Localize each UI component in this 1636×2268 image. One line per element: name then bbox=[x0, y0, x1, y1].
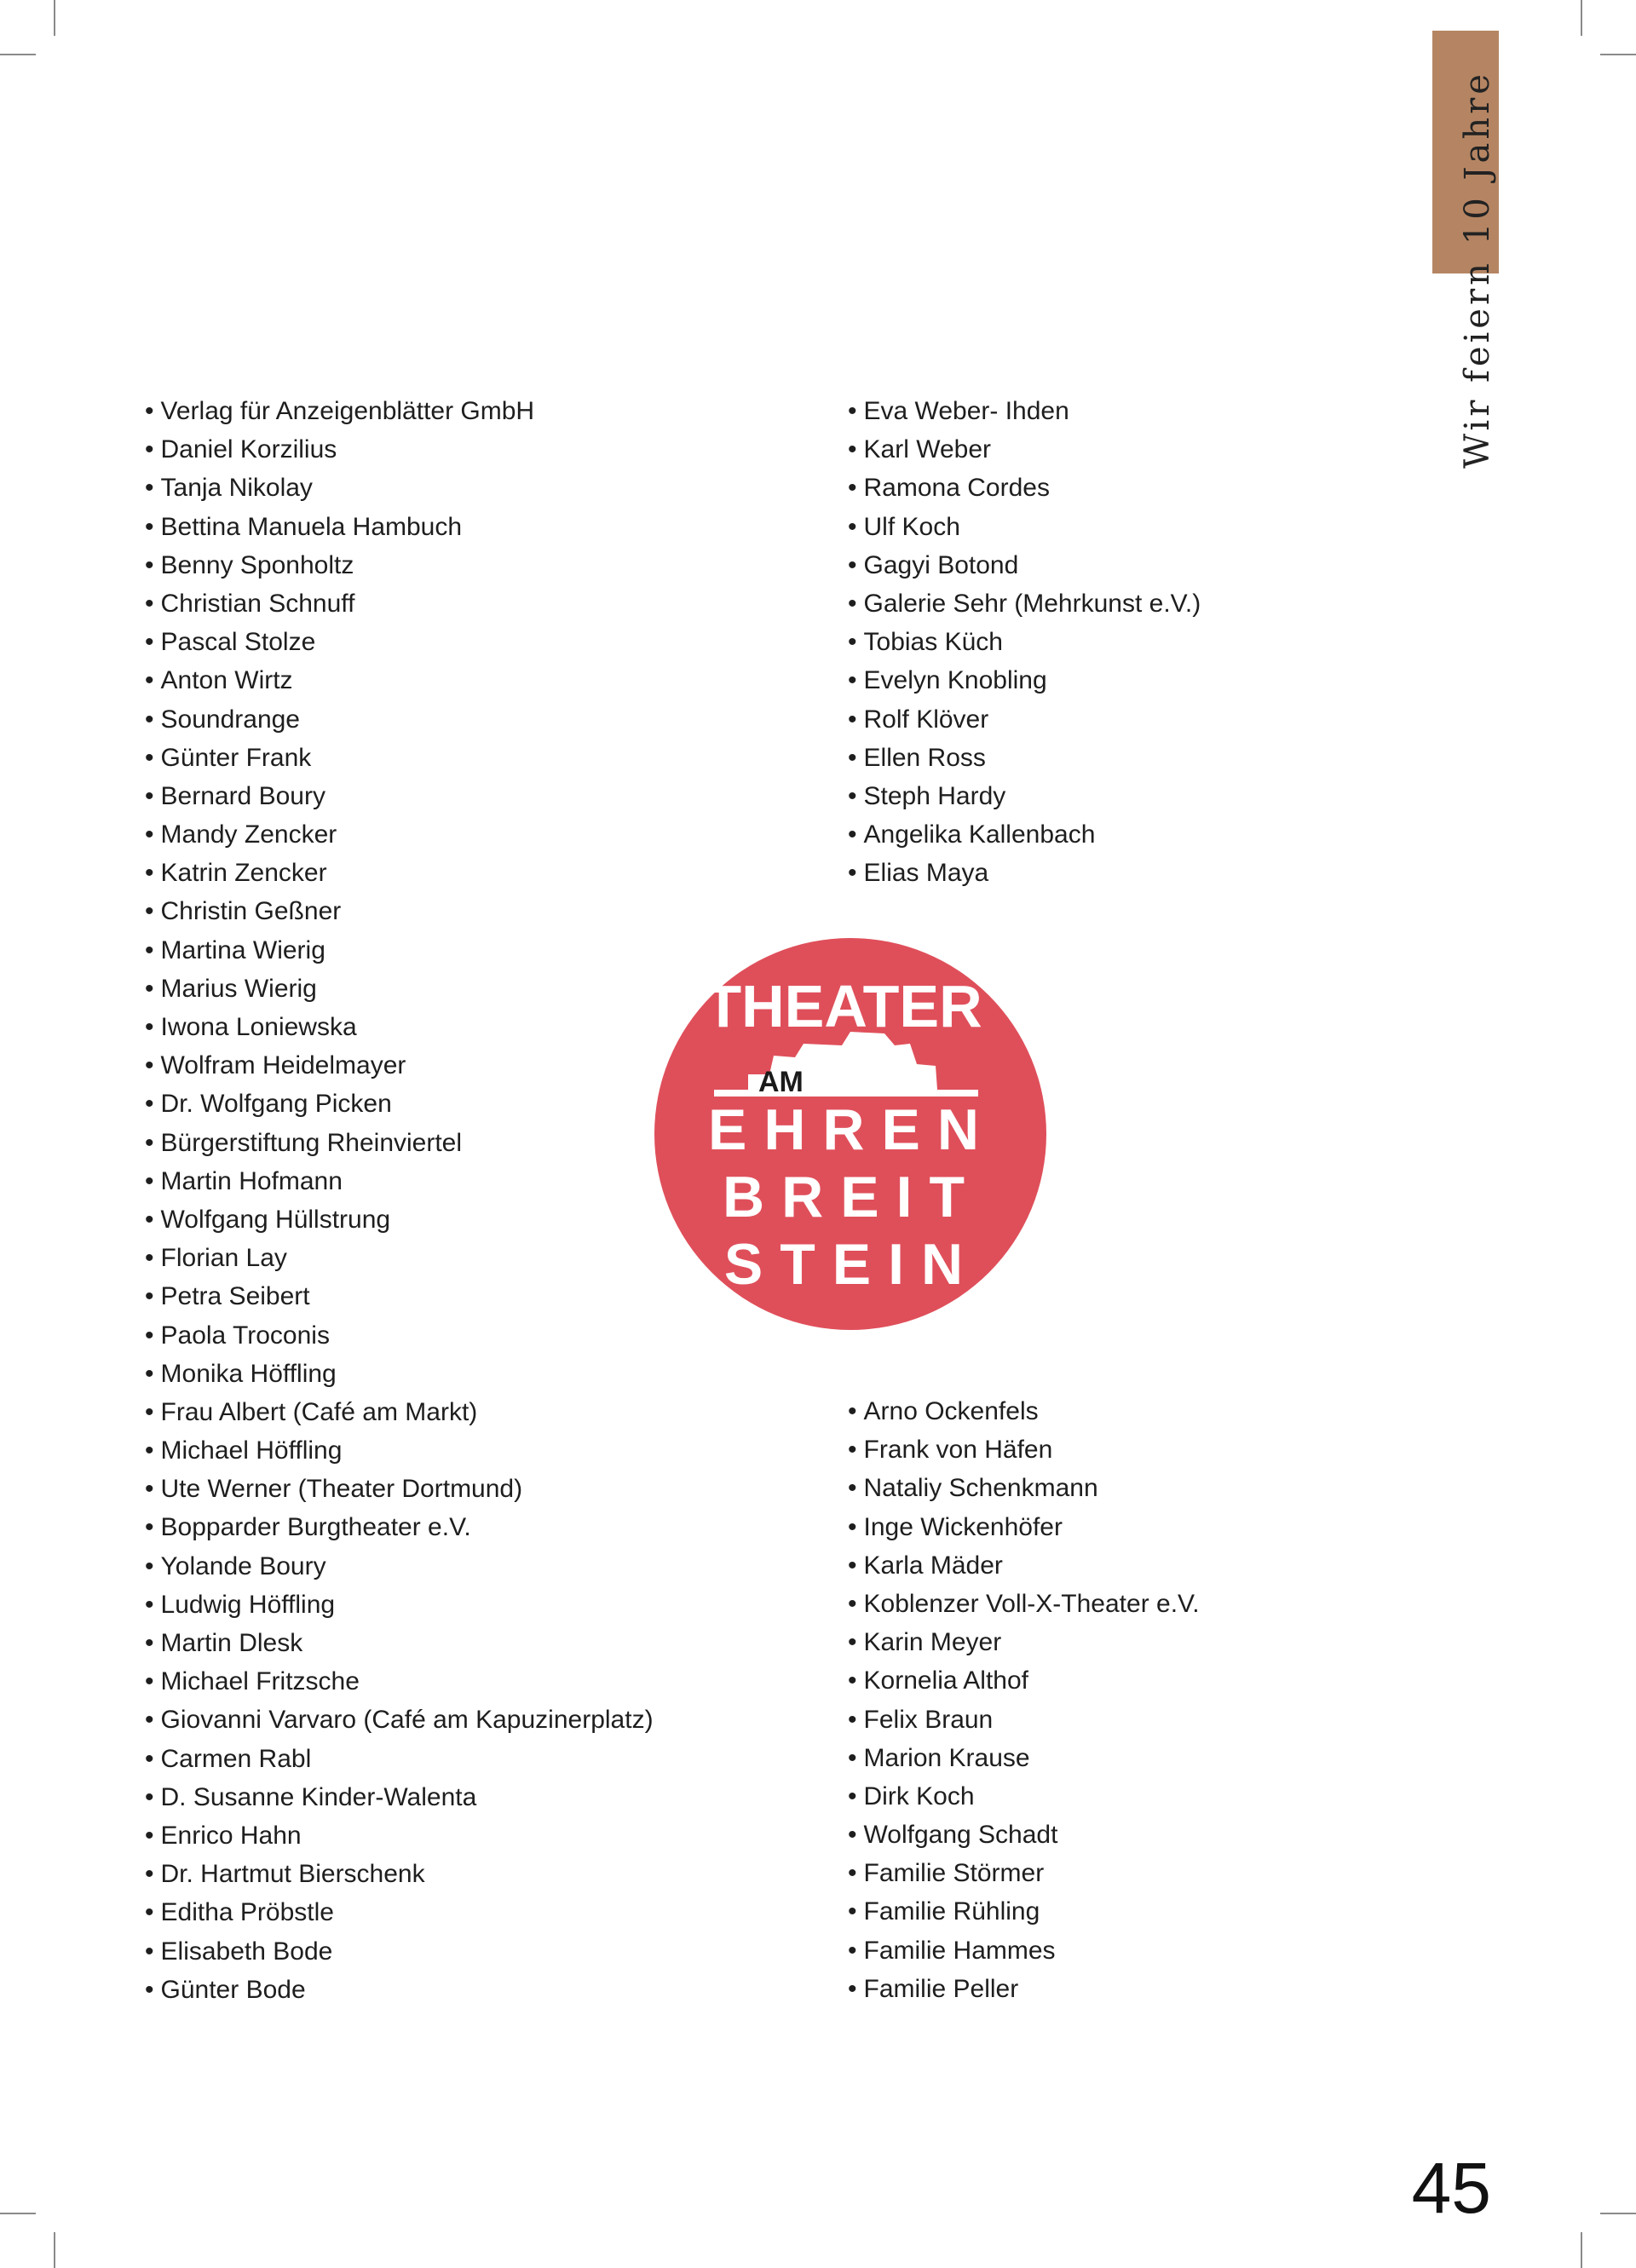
list-item bbox=[848, 392, 1201, 430]
bullet-dot: • bbox=[848, 820, 857, 849]
crop-mark bbox=[0, 54, 36, 55]
logo-stein-text: STEIN bbox=[723, 1232, 981, 1297]
list-item bbox=[848, 1623, 1200, 1661]
list-item bbox=[145, 1893, 654, 1931]
bullet-dot: • bbox=[145, 859, 154, 888]
list-item bbox=[145, 892, 654, 930]
bullet-dot: • bbox=[848, 1782, 857, 1810]
list-item-text: Marius Wierig bbox=[160, 974, 317, 1003]
crop-mark bbox=[1600, 2213, 1636, 2214]
list-item bbox=[145, 1624, 654, 1662]
list-item-text: Kornelia Althof bbox=[863, 1666, 1028, 1695]
crop-mark bbox=[54, 0, 55, 36]
list-item-text: Wolfram Heidelmayer bbox=[160, 1051, 406, 1080]
list-item-text: Mandy Zencker bbox=[160, 820, 337, 849]
bullet-dot: • bbox=[145, 1551, 154, 1580]
list-item-text: Bernard Boury bbox=[160, 781, 325, 810]
supporters-list-right-bottom bbox=[848, 1392, 1200, 2008]
bullet-dot: • bbox=[145, 935, 154, 964]
list-item-text: Bettina Manuela Hambuch bbox=[160, 512, 463, 541]
bullet-dot: • bbox=[145, 1821, 154, 1850]
bullet-dot: • bbox=[145, 550, 154, 579]
list-item-text: Tanja Nikolay bbox=[160, 474, 313, 503]
bullet-dot: • bbox=[848, 1589, 857, 1618]
bullet-dot: • bbox=[848, 1705, 857, 1734]
list-item-text: Eva Weber- Ihden bbox=[863, 397, 1069, 425]
bullet-dot: • bbox=[145, 1860, 154, 1889]
bullet-dot: • bbox=[145, 1321, 154, 1350]
bullet-dot: • bbox=[145, 781, 154, 810]
list-item-text: Familie Peller bbox=[863, 1974, 1019, 2003]
bullet-dot: • bbox=[848, 589, 857, 618]
list-item bbox=[848, 661, 1201, 699]
list-item bbox=[145, 430, 654, 469]
bullet-dot: • bbox=[145, 743, 154, 772]
bullet-dot: • bbox=[848, 435, 857, 464]
list-item-text: Familie Hammes bbox=[863, 1936, 1056, 1965]
supporters-list-left bbox=[145, 392, 654, 2009]
list-item-text: Paola Troconis bbox=[160, 1321, 330, 1350]
bullet-dot: • bbox=[848, 1551, 857, 1580]
bullet-dot: • bbox=[145, 1475, 154, 1504]
list-item-text: Bopparder Burgtheater e.V. bbox=[160, 1513, 471, 1542]
crop-mark bbox=[1581, 0, 1582, 36]
list-item-text: Günter Frank bbox=[160, 743, 312, 772]
list-item-text: Martin Hofmann bbox=[160, 1166, 343, 1195]
list-item bbox=[848, 1508, 1200, 1546]
list-item-text: Steph Hardy bbox=[863, 781, 1006, 810]
list-item bbox=[848, 508, 1201, 546]
list-item-text: Michael Fritzsche bbox=[160, 1667, 360, 1696]
bullet-dot: • bbox=[848, 781, 857, 810]
list-item-text: Frau Albert (Café am Markt) bbox=[160, 1397, 478, 1426]
list-item bbox=[848, 1777, 1200, 1816]
bullet-dot: • bbox=[848, 1821, 857, 1850]
list-item-text: Familie Störmer bbox=[863, 1859, 1045, 1888]
list-item bbox=[848, 1585, 1200, 1623]
list-item-text: Karla Mäder bbox=[863, 1551, 1003, 1580]
list-item bbox=[145, 623, 654, 661]
list-item bbox=[145, 1239, 654, 1277]
list-item-text: Familie Rühling bbox=[863, 1897, 1040, 1926]
bullet-dot: • bbox=[145, 1513, 154, 1542]
bullet-dot: • bbox=[848, 1628, 857, 1657]
list-item-text: Ramona Cordes bbox=[863, 474, 1050, 503]
list-item-text: Daniel Korzilius bbox=[160, 435, 337, 464]
list-item bbox=[145, 661, 654, 699]
bullet-dot: • bbox=[145, 974, 154, 1003]
bullet-dot: • bbox=[145, 1090, 154, 1119]
list-item-text: Evelyn Knobling bbox=[863, 666, 1047, 695]
list-item-text: Felix Braun bbox=[863, 1705, 994, 1734]
list-item bbox=[848, 1816, 1200, 1854]
bullet-dot: • bbox=[848, 1666, 857, 1695]
bullet-dot: • bbox=[145, 1397, 154, 1426]
bullet-dot: • bbox=[848, 1936, 857, 1965]
list-item-text: Soundrange bbox=[160, 705, 300, 734]
list-item bbox=[145, 1508, 654, 1546]
years-text: 10 Jahre bbox=[1458, 71, 1497, 245]
bullet-dot: • bbox=[848, 1859, 857, 1888]
bullet-dot: • bbox=[145, 1744, 154, 1773]
page-number: 45 bbox=[1411, 2148, 1491, 2228]
list-item-text: D. Susanne Kinder-Walenta bbox=[160, 1782, 477, 1811]
anniversary-tagline bbox=[1414, 71, 1534, 469]
list-item bbox=[145, 469, 654, 507]
list-item bbox=[145, 546, 654, 584]
bullet-dot: • bbox=[145, 1898, 154, 1927]
bullet-dot: • bbox=[848, 1397, 857, 1425]
bullet-dot: • bbox=[145, 1244, 154, 1273]
list-item-text: Florian Lay bbox=[160, 1244, 287, 1273]
bullet-dot: • bbox=[145, 474, 154, 503]
bullet-dot: • bbox=[848, 550, 857, 579]
list-item bbox=[145, 1085, 654, 1123]
bullet-dot: • bbox=[145, 1436, 154, 1465]
list-item bbox=[848, 739, 1201, 777]
list-item bbox=[145, 1971, 654, 2009]
list-item bbox=[145, 1124, 654, 1162]
bullet-dot: • bbox=[145, 1975, 154, 2004]
list-item bbox=[145, 931, 654, 970]
list-item bbox=[848, 1854, 1200, 1892]
list-item bbox=[848, 1970, 1200, 2008]
list-item bbox=[145, 1355, 654, 1393]
list-item-text: Angelika Kallenbach bbox=[863, 820, 1096, 849]
bullet-dot: • bbox=[848, 512, 857, 541]
list-item bbox=[145, 1200, 654, 1239]
list-item-text: Dirk Koch bbox=[863, 1782, 975, 1810]
crop-mark bbox=[1600, 54, 1636, 55]
list-item bbox=[145, 1470, 654, 1508]
bullet-dot: • bbox=[145, 1166, 154, 1195]
list-item bbox=[145, 1046, 654, 1085]
list-item bbox=[145, 700, 654, 739]
list-item bbox=[848, 1701, 1200, 1739]
bullet-dot: • bbox=[145, 1590, 154, 1619]
list-item-text: Petra Seibert bbox=[160, 1282, 310, 1311]
bullet-dot: • bbox=[848, 1974, 857, 2003]
list-item bbox=[145, 815, 654, 854]
crop-mark bbox=[1581, 2232, 1582, 2268]
list-item-text: Arno Ockenfels bbox=[863, 1397, 1039, 1425]
list-item bbox=[848, 1546, 1200, 1585]
bullet-dot: • bbox=[145, 1051, 154, 1080]
bullet-dot: • bbox=[145, 1706, 154, 1735]
bullet-dot: • bbox=[145, 666, 154, 695]
list-item-text: Koblenzer Voll-X-Theater e.V. bbox=[863, 1589, 1200, 1618]
list-item-text: Pascal Stolze bbox=[160, 628, 316, 657]
list-item-text: Wolfgang Schadt bbox=[863, 1821, 1058, 1850]
bullet-dot: • bbox=[848, 743, 857, 772]
list-item bbox=[848, 1661, 1200, 1700]
list-item-text: Frank von Häfen bbox=[863, 1436, 1053, 1465]
bullet-dot: • bbox=[145, 1629, 154, 1657]
crop-mark bbox=[54, 2232, 55, 2268]
logo-am-text: AM bbox=[758, 1066, 804, 1098]
list-item-text: Wolfgang Hüllstrung bbox=[160, 1205, 391, 1234]
theater-logo bbox=[654, 938, 1046, 1330]
list-item bbox=[145, 1547, 654, 1586]
bullet-dot: • bbox=[848, 474, 857, 503]
list-item-text: Ulf Koch bbox=[863, 512, 960, 541]
list-item bbox=[848, 1892, 1200, 1931]
list-item-text: Carmen Rabl bbox=[160, 1744, 312, 1773]
bullet-dot: • bbox=[848, 397, 857, 425]
list-item bbox=[848, 815, 1201, 854]
list-item bbox=[848, 1392, 1200, 1430]
list-item bbox=[145, 1816, 654, 1855]
list-item bbox=[848, 584, 1201, 623]
list-item bbox=[848, 623, 1201, 661]
list-item bbox=[145, 1740, 654, 1778]
list-item-text: Monika Höffling bbox=[160, 1359, 337, 1388]
list-item bbox=[848, 430, 1201, 469]
list-item bbox=[145, 1855, 654, 1893]
list-item-text: Dr. Wolfgang Picken bbox=[160, 1090, 392, 1119]
list-item bbox=[145, 1008, 654, 1046]
list-item-text: Karl Weber bbox=[863, 435, 992, 464]
list-item-text: Rolf Klöver bbox=[863, 705, 989, 734]
list-item-text: Dr. Hartmut Bierschenk bbox=[160, 1860, 425, 1889]
list-item bbox=[145, 1393, 654, 1431]
list-item bbox=[848, 854, 1201, 892]
bullet-dot: • bbox=[848, 628, 857, 657]
list-item-text: Ludwig Höffling bbox=[160, 1590, 336, 1619]
list-item bbox=[145, 1162, 654, 1200]
list-item bbox=[145, 1701, 654, 1739]
logo-theater-text: THEATER bbox=[705, 973, 982, 1039]
bullet-dot: • bbox=[145, 397, 154, 425]
tagline-text: Wir feiern bbox=[1458, 260, 1497, 469]
bullet-dot: • bbox=[848, 1512, 857, 1541]
list-item bbox=[145, 1431, 654, 1470]
list-item bbox=[145, 1932, 654, 1971]
list-item bbox=[848, 469, 1201, 507]
list-item-text: Katrin Zencker bbox=[160, 859, 327, 888]
bullet-dot: • bbox=[145, 705, 154, 734]
bullet-dot: • bbox=[848, 1897, 857, 1926]
list-item bbox=[145, 508, 654, 546]
bullet-dot: • bbox=[145, 897, 154, 926]
list-item-text: Ute Werner (Theater Dortmund) bbox=[160, 1475, 523, 1504]
logo-breit-text: BREIT bbox=[723, 1165, 982, 1229]
crop-mark bbox=[0, 2213, 36, 2214]
list-item-text: Gagyi Botond bbox=[863, 550, 1019, 579]
list-item-text: Michael Höffling bbox=[160, 1436, 343, 1465]
list-item-text: Nataliy Schenkmann bbox=[863, 1474, 1098, 1503]
list-item-text: Bürgerstiftung Rheinviertel bbox=[160, 1128, 463, 1157]
list-item-text: Tobias Küch bbox=[863, 628, 1003, 657]
list-item-text: Yolande Boury bbox=[160, 1551, 326, 1580]
bullet-dot: • bbox=[848, 705, 857, 734]
list-item-text: Ellen Ross bbox=[863, 743, 986, 772]
supporters-list-right-top bbox=[848, 392, 1201, 892]
logo-ehren-text: EHREN bbox=[707, 1097, 997, 1162]
list-item-text: Editha Pröbstle bbox=[160, 1898, 334, 1927]
bullet-dot: • bbox=[848, 1436, 857, 1465]
bullet-dot: • bbox=[145, 589, 154, 618]
bullet-dot: • bbox=[145, 1205, 154, 1234]
bullet-dot: • bbox=[145, 1282, 154, 1311]
list-item-text: Martina Wierig bbox=[160, 935, 325, 964]
list-item bbox=[145, 1277, 654, 1315]
list-item bbox=[145, 392, 654, 430]
list-item bbox=[145, 1662, 654, 1701]
list-item bbox=[848, 1739, 1200, 1777]
list-item-text: Iwona Loniewska bbox=[160, 1013, 357, 1041]
list-item-text: Benny Sponholtz bbox=[160, 550, 354, 579]
list-item bbox=[145, 584, 654, 623]
bullet-dot: • bbox=[145, 1359, 154, 1388]
list-item-text: Giovanni Varvaro (Café am Kapuzinerplatz) bbox=[160, 1706, 654, 1735]
bullet-dot: • bbox=[848, 666, 857, 695]
bullet-dot: • bbox=[145, 628, 154, 657]
list-item bbox=[145, 1586, 654, 1624]
list-item-text: Inge Wickenhöfer bbox=[863, 1512, 1063, 1541]
bullet-dot: • bbox=[145, 435, 154, 464]
bullet-dot: • bbox=[145, 1013, 154, 1041]
list-item-text: Günter Bode bbox=[160, 1975, 306, 2004]
bullet-dot: • bbox=[145, 1937, 154, 1966]
list-item-text: Marion Krause bbox=[863, 1743, 1030, 1772]
list-item bbox=[145, 1778, 654, 1816]
bullet-dot: • bbox=[145, 512, 154, 541]
list-item-text: Elias Maya bbox=[863, 859, 989, 888]
list-item bbox=[145, 1316, 654, 1355]
list-item bbox=[848, 1430, 1200, 1469]
list-item bbox=[848, 1469, 1200, 1507]
bullet-dot: • bbox=[145, 1128, 154, 1157]
bullet-dot: • bbox=[848, 1743, 857, 1772]
list-item-text: Martin Dlesk bbox=[160, 1629, 303, 1657]
list-item bbox=[145, 970, 654, 1008]
bullet-dot: • bbox=[145, 820, 154, 849]
list-item bbox=[145, 854, 654, 892]
list-item bbox=[848, 777, 1201, 815]
list-item bbox=[145, 777, 654, 815]
list-item bbox=[848, 546, 1201, 584]
bullet-dot: • bbox=[145, 1667, 154, 1696]
list-item-text: Elisabeth Bode bbox=[160, 1937, 333, 1966]
list-item-text: Enrico Hahn bbox=[160, 1821, 302, 1850]
list-item-text: Christian Schnuff bbox=[160, 589, 355, 618]
list-item bbox=[145, 739, 654, 777]
list-item-text: Christin Geßner bbox=[160, 897, 342, 926]
list-item-text: Anton Wirtz bbox=[160, 666, 293, 695]
list-item bbox=[848, 700, 1201, 739]
bullet-dot: • bbox=[848, 859, 857, 888]
list-item-text: Galerie Sehr (Mehrkunst e.V.) bbox=[863, 589, 1201, 618]
list-item-text: Karin Meyer bbox=[863, 1628, 1002, 1657]
bullet-dot: • bbox=[145, 1782, 154, 1811]
list-item-text: Verlag für Anzeigenblätter GmbH bbox=[160, 397, 535, 425]
bullet-dot: • bbox=[848, 1474, 857, 1503]
list-item bbox=[848, 1931, 1200, 1970]
